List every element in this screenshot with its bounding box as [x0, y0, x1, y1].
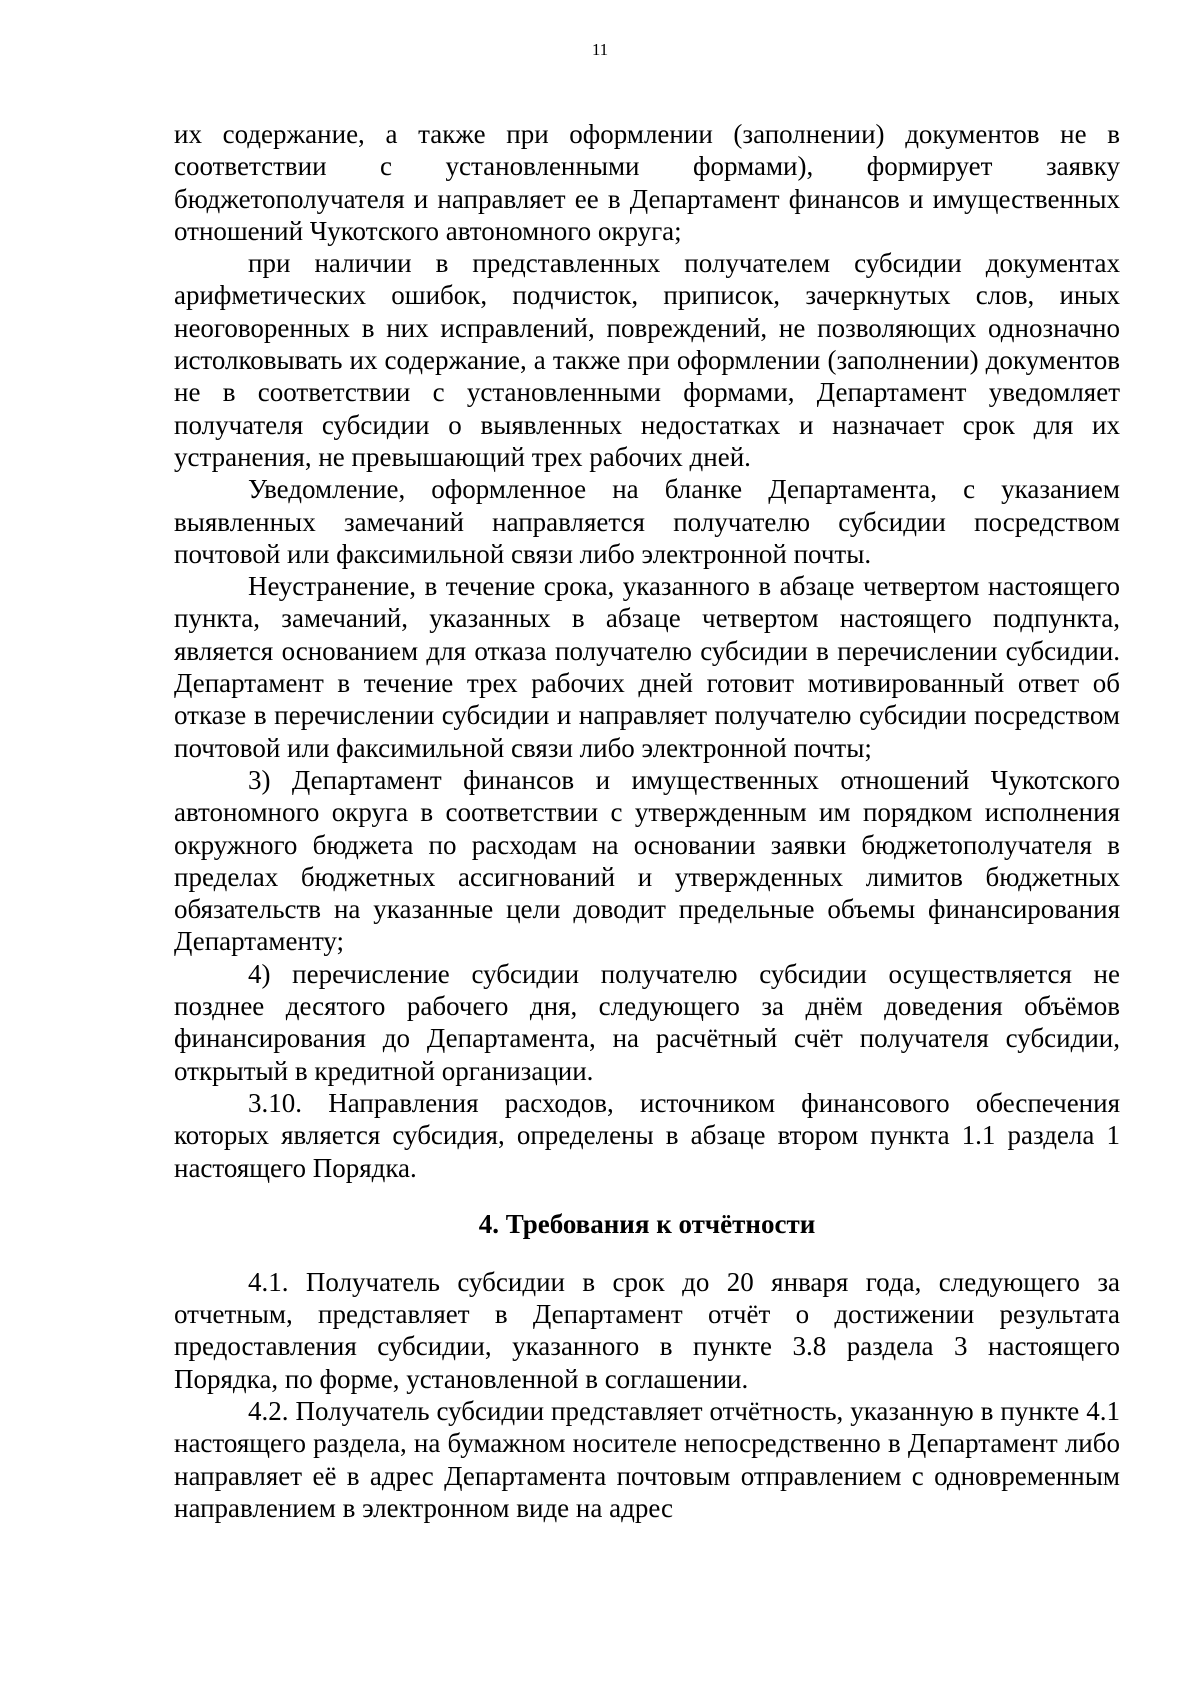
- paragraph-4-2: 4.2. Получатель субсидии представляет отчётность, указанную в пункте 4.1 настоящего раздела, на бумажном носителе непосредственно в Департамент либо направляет её в адрес Департамента почтовым отправлением с одновременным направлением в электронном виде на адрес: [174, 1395, 1120, 1523]
- document-body: [174, 118, 1120, 1524]
- section-heading: 4. Требования к отчётности: [478, 1208, 816, 1239]
- page-number: 11: [591, 40, 609, 59]
- paragraph-continuation: их содержание, а также при оформлении (заполнении) документов не в соответствии с установленными формами), формирует заявку бюджетополучателя и направляет ее в Департамент финансов и имущественных отношений Чукотского автономного округа;: [174, 119, 1120, 246]
- paragraph-non-elimination: Неустранение, в течение срока, указанного в абзаце четвертом настоящего пункта, замечаний, указанных в абзаце четвертом настоящего подпункта, является основанием для отказа получателю субсидии в перечислении субсидии. Департамент в течение трех рабочих дней готовит мотивированный ответ об отказе в перечислении субсидии и направляет получателю субсидии посредством почтовой или факсимильной связи либо электронной почты;: [174, 571, 1120, 763]
- paragraph-notification: Уведомление, оформленное на бланке Департамента, с указанием выявленных замечаний направляется получателю субсидии посредством почтовой или факсимильной связи либо электронной почты.: [174, 474, 1120, 569]
- paragraph-4-1: 4.1. Получатель субсидии в срок до 20 января года, следующего за отчетным, представляет в Департамент отчёт о достижении результата предоставления субсидии, указанного в пункте 3.8 раздела 3 настоящего Порядка, по форме, установленной в соглашении.: [174, 1266, 1120, 1394]
- paragraph-item-3: 3) Департамент финансов и имущественных отношений Чукотского автономного округа в соответствии с утвержденным им порядком исполнения окружного бюджета по расходам на основании заявки бюджетополучателя в пределах бюджетных ассигнований и утвержденных лимитов бюджетных обязательств на указанные цели доводит предельные объемы финансирования Департаменту;: [174, 764, 1120, 957]
- paragraph-arithmetic-errors: при наличии в представленных получателем субсидии документах арифметических ошибок, подчисток, приписок, зачеркнутых слов, иных неоговоренных в них исправлений, повреждений, не позволяющих однозначно истолковывать их содержание, а также при оформлении (заполнении) документов не в соответствии с установленными формами, Департамент уведомляет получателя субсидии о выявленных недостатках и назначает срок для их устранения, не превышающий трех рабочих дней.: [174, 248, 1120, 472]
- paragraph-item-4: 4) перечисление субсидии получателю субсидии осуществляется не позднее десятого рабочего дня, следующего за днём доведения объёмов финансирования до Департамента, на расчётный счёт получателя субсидии, открытый в кредитной организации.: [174, 958, 1120, 1086]
- paragraph-3-10: 3.10. Направления расходов, источником финансового обеспечения которых является субсидия, определены в абзаце втором пункта 1.1 раздела 1 настоящего Порядка.: [174, 1087, 1120, 1183]
